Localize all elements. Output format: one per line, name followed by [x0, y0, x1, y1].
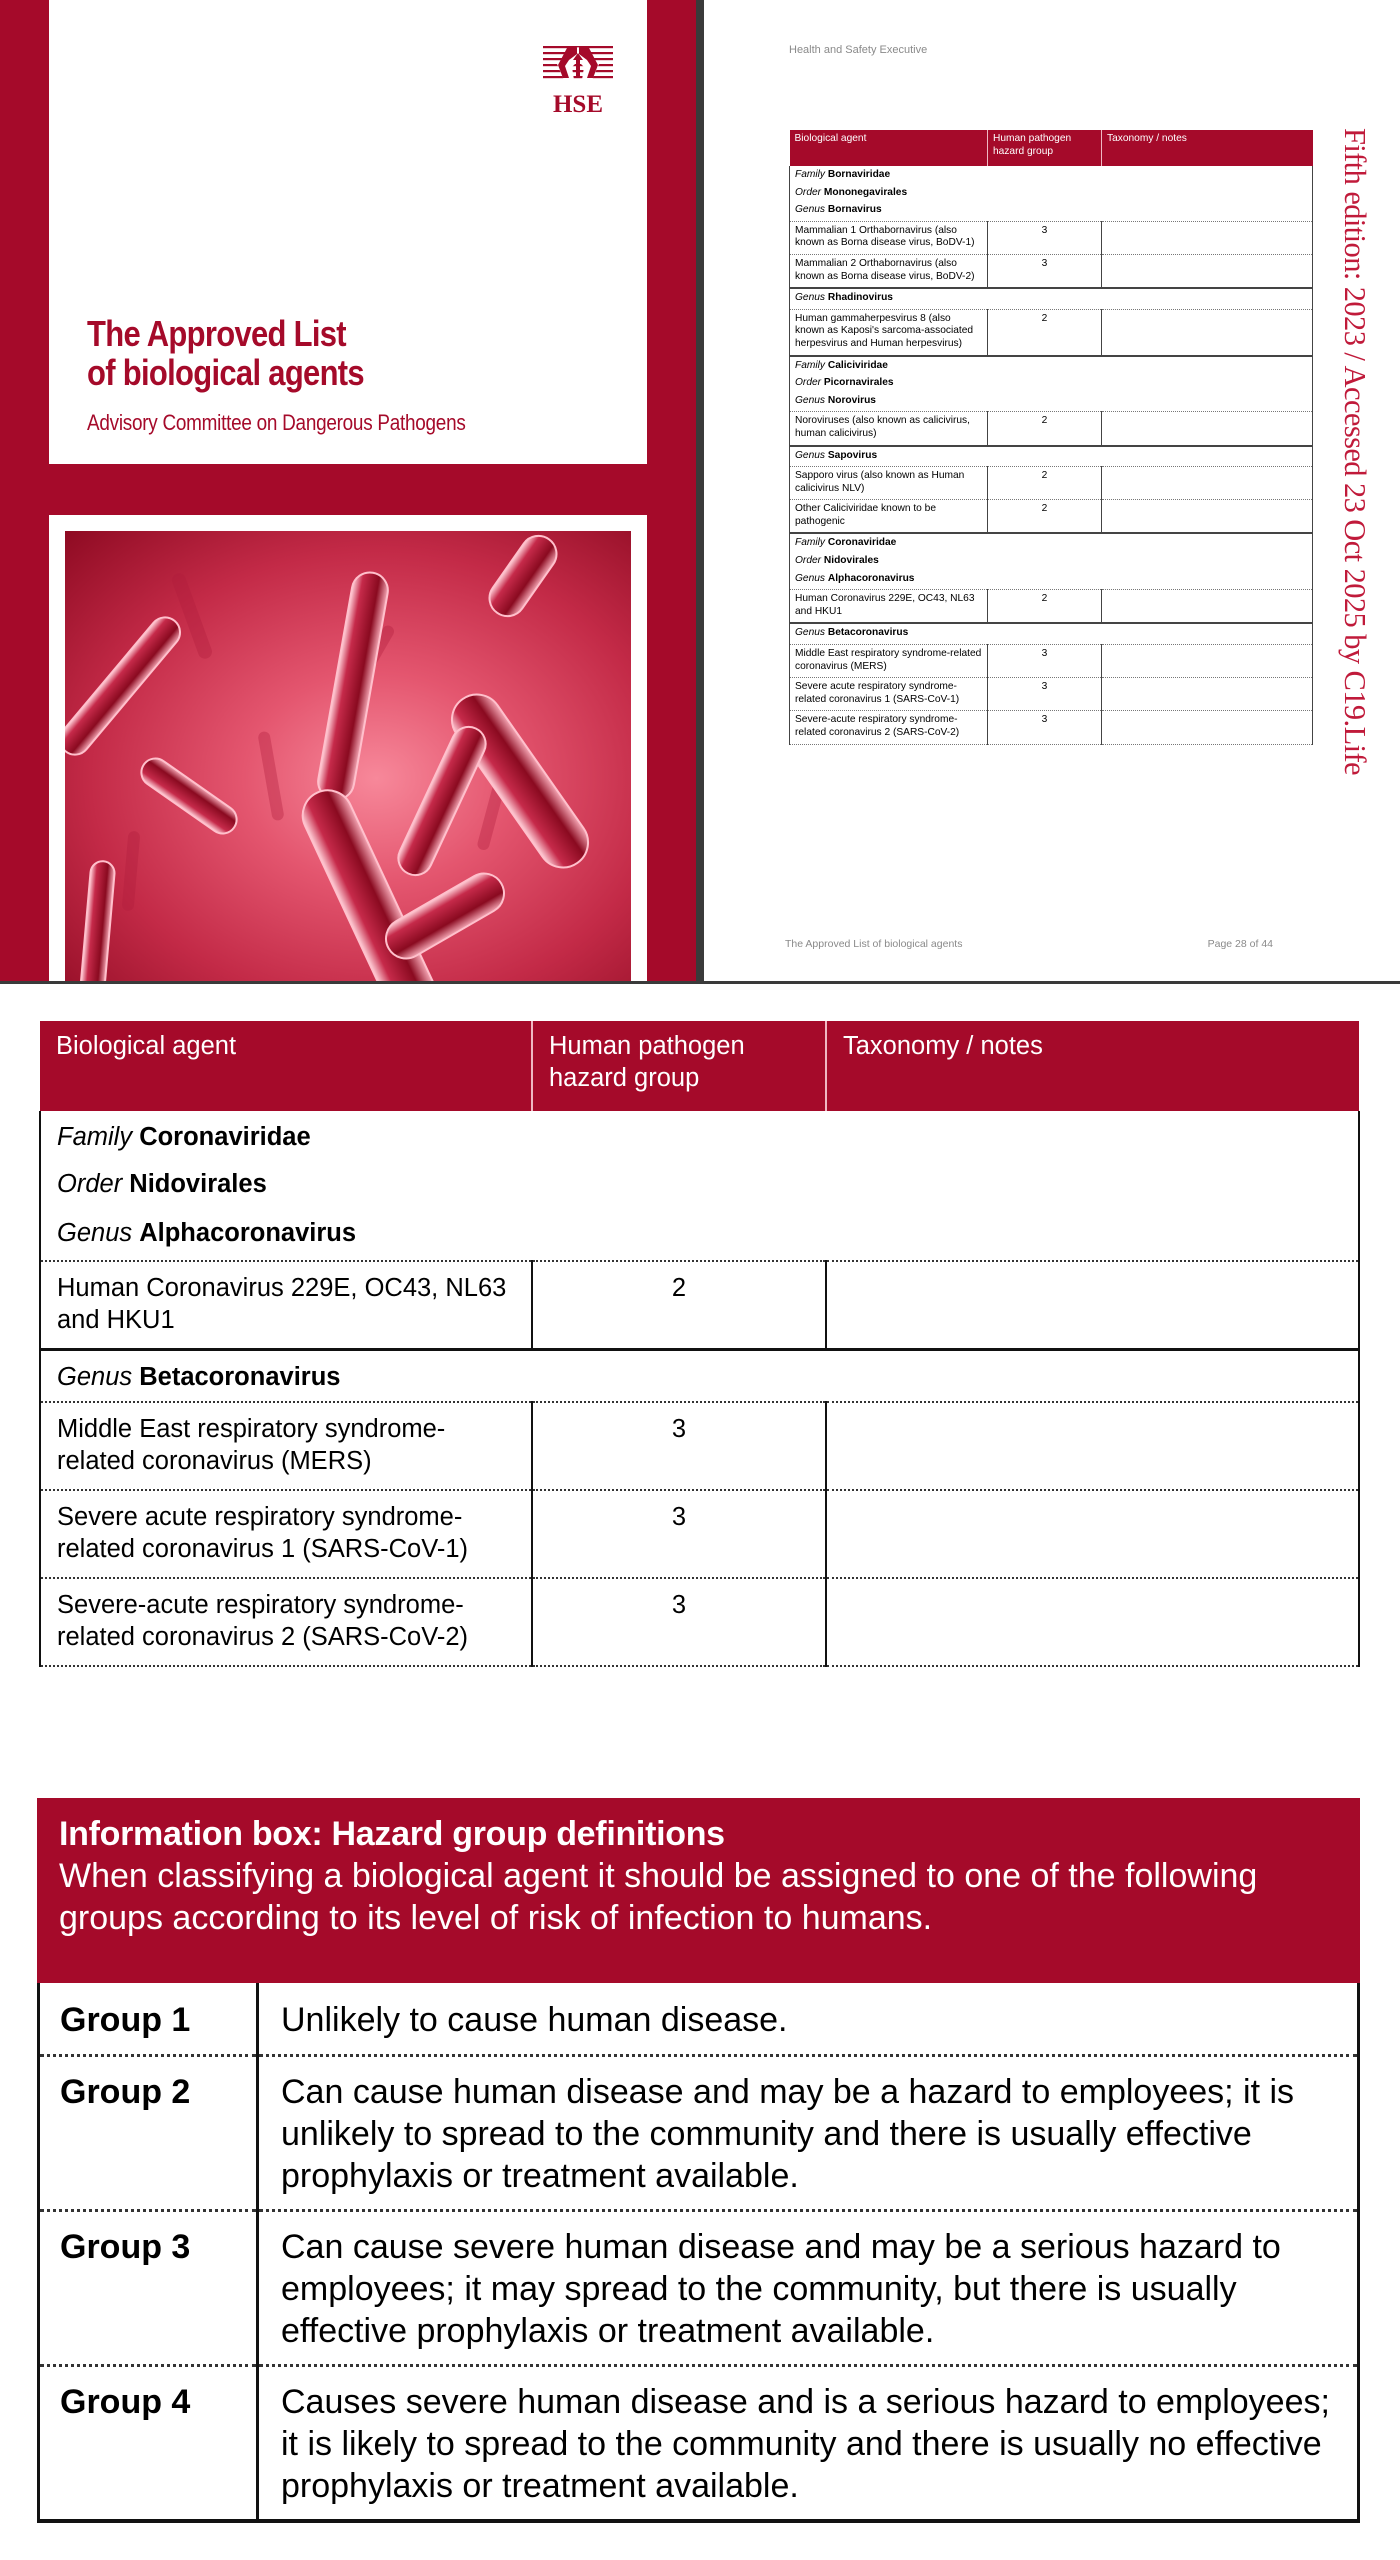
taxonomy-rank: Genus	[795, 204, 826, 216]
hazard-group-row	[39, 2210, 1359, 2365]
agent-name-cell: Human gammaherpesvirus 8 (also known as Kaposi's sarcoma-associated herpesvirus and Human herpesvirus)	[790, 309, 988, 355]
agent-row	[40, 1578, 1359, 1666]
hazard-group-label: Group 1	[39, 1983, 258, 2055]
column-header: Biological agent	[40, 1021, 532, 1111]
taxonomy-name: Betacoronavirus	[139, 1363, 341, 1391]
hazard-group-cell: 3	[988, 221, 1102, 254]
taxonomy-notes-cell	[826, 1490, 1359, 1578]
hazard-group-cell: 2	[988, 412, 1102, 446]
taxonomy-row	[790, 201, 1313, 221]
hazard-group-cell: 3	[532, 1578, 826, 1666]
hazard-group-definition: Can cause severe human disease and may be a serious hazard to employees; it may spread to the community, but there is usually effective prophylaxis or treatment available.	[258, 2210, 1359, 2365]
hazard-group-cell: 3	[532, 1490, 826, 1578]
hse-logo-text: HSE	[552, 91, 604, 116]
excerpt-table-body	[40, 1111, 1359, 1666]
page-footer-title: The Approved List of biological agents	[785, 938, 963, 950]
taxonomy-notes-cell	[1102, 467, 1313, 500]
hazard-group-cell: 3	[988, 645, 1102, 678]
taxonomy-rank: Order	[795, 555, 822, 567]
hazard-group-definition: Unlikely to cause human disease.	[258, 1983, 1359, 2055]
info-box-header	[37, 1798, 1360, 1983]
taxonomy-cell	[790, 166, 1313, 184]
agent-name-cell: Middle East respiratory syndrome-related coronavirus (MERS)	[40, 1402, 532, 1490]
hazard-group-info-box	[37, 1798, 1360, 2523]
taxonomy-cell	[790, 184, 1313, 202]
agent-row	[790, 254, 1313, 288]
taxonomy-rank: Family	[795, 169, 825, 180]
document-spread	[0, 0, 1400, 984]
taxonomy-row	[790, 184, 1313, 202]
taxonomy-cell	[790, 392, 1313, 412]
taxonomy-notes-cell	[1102, 254, 1313, 288]
agent-row	[790, 500, 1313, 534]
agents-table	[789, 130, 1313, 745]
taxonomy-cell	[790, 288, 1313, 309]
table-header-row	[40, 1021, 1359, 1111]
taxonomy-notes-cell	[1102, 645, 1313, 678]
hazard-group-row	[39, 2055, 1359, 2210]
column-header: Taxonomy / notes	[1102, 130, 1313, 166]
taxonomy-rank: Genus	[795, 394, 826, 406]
hazard-group-cell: 3	[532, 1402, 826, 1490]
agent-name-cell: Other Caliciviridae known to be pathogenic	[790, 500, 988, 534]
agent-name-cell: Severe acute respiratory syndrome-related coronavirus 1 (SARS-CoV-1)	[790, 678, 988, 711]
agent-row	[40, 1402, 1359, 1490]
agent-row	[790, 467, 1313, 500]
taxonomy-cell	[790, 356, 1313, 375]
taxonomy-cell	[40, 1350, 1359, 1402]
taxonomy-name: Bornavirus	[827, 204, 882, 216]
hazard-group-cell: 3	[988, 678, 1102, 711]
agent-row	[790, 309, 1313, 355]
taxonomy-name: Sapovirus	[827, 449, 878, 461]
page-number: Page 28 of 44	[1207, 938, 1273, 950]
hazard-group-cell: 2	[988, 467, 1102, 500]
taxonomy-notes-cell	[1102, 221, 1313, 254]
taxonomy-name: Norovirus	[827, 394, 876, 406]
hazard-group-table	[37, 1983, 1360, 2523]
page-gutter	[696, 0, 704, 984]
cover-subtitle: Advisory Committee on Dangerous Pathogens	[87, 410, 466, 435]
coronavirus-excerpt-table	[39, 1021, 1360, 1667]
agent-name-cell: Middle East respiratory syndrome-related coronavirus (MERS)	[790, 645, 988, 678]
info-box-intro: When classifying a biological agent it should be assigned to one of the following groups according to its level of risk of infection to humans.	[59, 1857, 1258, 1937]
taxonomy-cell	[790, 374, 1313, 392]
hazard-group-label: Group 2	[39, 2055, 258, 2210]
taxonomy-rank: Order	[795, 186, 822, 198]
taxonomy-rank: Genus	[795, 292, 826, 304]
agent-row	[790, 645, 1313, 678]
taxonomy-name: Picornavirales	[823, 377, 894, 389]
taxonomy-row	[790, 288, 1313, 309]
cover-title-line1: The Approved List	[87, 313, 346, 354]
hazard-group-cell: 3	[988, 254, 1102, 288]
taxonomy-cell	[790, 533, 1313, 552]
agent-name-cell: Severe acute respiratory syndrome-related coronavirus 1 (SARS-CoV-1)	[40, 1490, 532, 1578]
taxonomy-name: Rhadinovirus	[827, 292, 893, 304]
agent-row	[40, 1490, 1359, 1578]
taxonomy-notes-cell	[1102, 711, 1313, 744]
taxonomy-rank: Order	[57, 1170, 123, 1198]
agent-name-cell: Mammalian 2 Orthabornavirus (also known as Borna disease virus, BoDV-2)	[790, 254, 988, 288]
cover-title-line2: of biological agents	[87, 352, 364, 393]
taxonomy-cell	[790, 552, 1313, 570]
agent-name-cell: Severe-acute respiratory syndrome-related coronavirus 2 (SARS-CoV-2)	[790, 711, 988, 744]
taxonomy-name: Betacoronavirus	[827, 627, 909, 639]
hazard-group-cell: 2	[532, 1261, 826, 1350]
taxonomy-rank: Family	[57, 1123, 133, 1151]
hazard-group-cell: 3	[988, 711, 1102, 744]
bacteria-micrograph-image	[65, 531, 631, 981]
taxonomy-rank: Family	[795, 359, 825, 371]
taxonomy-row	[790, 552, 1313, 570]
table-header-row	[790, 130, 1313, 166]
edition-access-note	[1337, 128, 1373, 868]
taxonomy-row	[790, 623, 1313, 644]
taxonomy-row	[790, 392, 1313, 412]
agent-name-cell: Severe-acute respiratory syndrome-related coronavirus 2 (SARS-CoV-2)	[40, 1578, 532, 1666]
taxonomy-notes-cell	[1102, 500, 1313, 534]
taxonomy-cell	[40, 1160, 1359, 1209]
taxonomy-rank: Genus	[795, 572, 826, 584]
taxonomy-cell	[40, 1209, 1359, 1261]
taxonomy-row	[790, 166, 1313, 184]
document-page	[704, 0, 1400, 981]
taxonomy-notes-cell	[1102, 412, 1313, 446]
agent-name-cell: Noroviruses (also known as calicivirus, human calicivirus)	[790, 412, 988, 446]
hazard-group-row	[39, 1983, 1359, 2055]
agent-row	[40, 1261, 1359, 1350]
taxonomy-row	[40, 1350, 1359, 1402]
taxonomy-rank: Genus	[57, 1219, 133, 1247]
taxonomy-rank: Genus	[795, 627, 826, 639]
agent-name-cell: Human Coronavirus 229E, OC43, NL63 and HKU1	[40, 1261, 532, 1350]
taxonomy-name: Coronaviridae	[139, 1123, 311, 1151]
hazard-group-definition: Can cause human disease and may be a hazard to employees; it is unlikely to spread to the community and there is usually effective prophylaxis or treatment available.	[258, 2055, 1359, 2210]
column-header: Taxonomy / notes	[826, 1021, 1359, 1111]
taxonomy-cell	[790, 570, 1313, 590]
taxonomy-row	[40, 1111, 1359, 1160]
agent-name-cell: Human Coronavirus 229E, OC43, NL63 and HKU1	[790, 590, 988, 624]
hazard-group-cell: 2	[988, 590, 1102, 624]
taxonomy-notes-cell	[826, 1261, 1359, 1350]
taxonomy-cell	[790, 201, 1313, 221]
taxonomy-rank: Order	[795, 377, 822, 389]
column-header: Human pathogen hazard group	[532, 1021, 826, 1111]
taxonomy-notes-cell	[826, 1402, 1359, 1490]
edition-access-text: Fifth edition: 2023 / Accessed 23 Oct 2025 by C19.Life	[1338, 128, 1372, 775]
taxonomy-name: Coronaviridae	[827, 537, 897, 549]
hazard-group-label: Group 4	[39, 2365, 258, 2521]
taxonomy-rank: Genus	[57, 1363, 133, 1391]
taxonomy-notes-cell	[1102, 678, 1313, 711]
taxonomy-notes-cell	[826, 1578, 1359, 1666]
cover-title	[87, 314, 364, 392]
taxonomy-rank: Family	[795, 537, 825, 549]
hazard-group-definition: Causes severe human disease and is a serious hazard to employees; it is likely to spread to the community and there is usually no effective prophylaxis or treatment available.	[258, 2365, 1359, 2521]
agent-row	[790, 221, 1313, 254]
taxonomy-name: Mononegavirales	[823, 186, 908, 198]
taxonomy-row	[790, 356, 1313, 375]
taxonomy-row	[790, 446, 1313, 467]
column-header: Human pathogen hazard group	[988, 130, 1102, 166]
taxonomy-rank: Genus	[795, 449, 826, 461]
hazard-group-cell: 2	[988, 309, 1102, 355]
spread-divider	[0, 981, 1400, 984]
agents-table-body	[790, 166, 1313, 744]
taxonomy-name: Alphacoronavirus	[139, 1219, 357, 1247]
taxonomy-row	[790, 374, 1313, 392]
taxonomy-row	[790, 533, 1313, 552]
taxonomy-name: Alphacoronavirus	[827, 572, 915, 584]
taxonomy-notes-cell	[1102, 309, 1313, 355]
taxonomy-name: Bornaviridae	[827, 169, 891, 180]
hse-logo-icon	[543, 44, 613, 116]
column-header: Biological agent	[790, 130, 988, 166]
agent-name-cell: Sapporo virus (also known as Human calicivirus NLV)	[790, 467, 988, 500]
taxonomy-name: Caliciviridae	[827, 359, 888, 371]
agent-row	[790, 711, 1313, 744]
hazard-group-cell: 2	[988, 500, 1102, 534]
taxonomy-row	[40, 1160, 1359, 1209]
taxonomy-name: Nidovirales	[823, 555, 879, 567]
agent-row	[790, 412, 1313, 446]
page-header: Health and Safety Executive	[789, 44, 928, 56]
agent-name-cell: Mammalian 1 Orthabornavirus (also known as Borna disease virus, BoDV-1)	[790, 221, 988, 254]
info-box-title: Information box: Hazard group definitions	[59, 1815, 725, 1853]
taxonomy-cell	[790, 623, 1313, 644]
taxonomy-row	[40, 1209, 1359, 1261]
hazard-group-row	[39, 2365, 1359, 2521]
taxonomy-cell	[40, 1111, 1359, 1160]
hazard-group-label: Group 3	[39, 2210, 258, 2365]
cover-page	[0, 0, 696, 981]
agent-row	[790, 590, 1313, 624]
taxonomy-cell	[790, 446, 1313, 467]
taxonomy-row	[790, 570, 1313, 590]
taxonomy-name: Nidovirales	[129, 1170, 267, 1198]
agent-row	[790, 678, 1313, 711]
taxonomy-notes-cell	[1102, 590, 1313, 624]
